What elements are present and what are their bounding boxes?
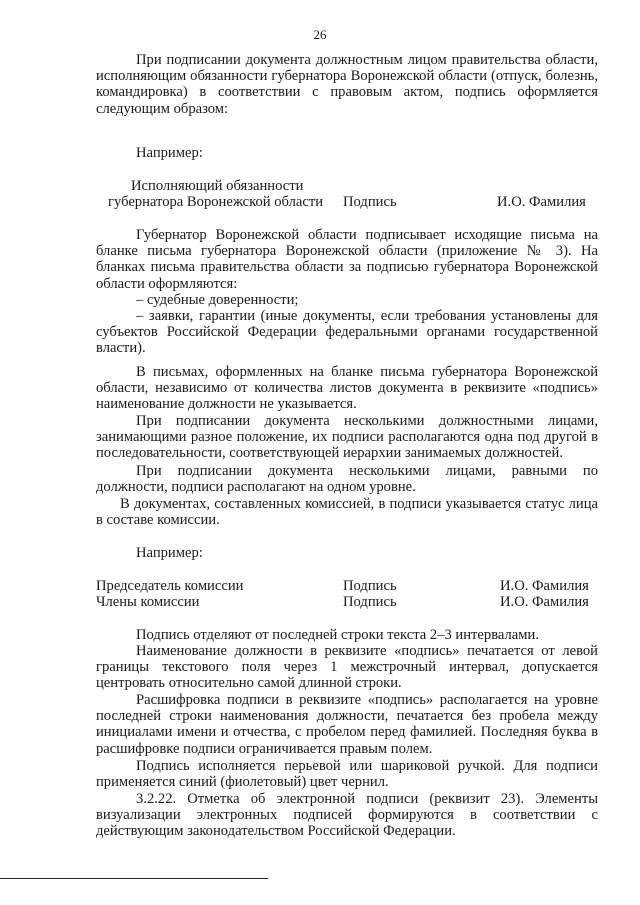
list-item-2: – заявки, гарантии (иные документы, если требования установлены для субъектов Российской Федерации федеральными органами государственной власти). — [96, 308, 598, 357]
example2-row2-position: Члены комиссии — [96, 594, 200, 610]
paragraph-signature-spacing: Подпись отделяют от последней строки текста 2–3 интервалами. — [136, 627, 539, 643]
example2-row1-signature: Подпись — [343, 578, 397, 594]
example1-name: И.О. Фамилия — [497, 194, 586, 210]
paragraph-signature-transcript: Расшифровка подписи в реквизите «подпись» располагается на уровне последней строки наименования должности, печатается без пробела между инициалами имени и отчества, с пробелом перед фамилией. Последняя буква в расшифровке подписи ограничивается правым полем. — [96, 692, 598, 757]
example2-row2-signature: Подпись — [343, 594, 397, 610]
example2-row1-position: Председатель комиссии — [96, 578, 244, 594]
paragraph-commission: В документах, составленных комиссией, в подписи указывается статус лица в составе комиссии. — [96, 496, 598, 529]
paragraph-letters-position: В письмах, оформленных на бланке письма губернатора Воронежской области, независимо от количества листов документа в реквизите «подпись» наименование должности не указывается. — [96, 364, 598, 413]
example-label-2: Например: — [136, 545, 203, 561]
example1-position-line1: Исполняющий обязанности — [131, 178, 304, 194]
list-item-1: – судебные доверенности; — [136, 292, 299, 308]
example1-position-line2: губернатора Воронежской области — [108, 194, 324, 210]
paragraph-acting-governor: При подписании документа должностным лицом правительства области, исполняющим обязанности губернатора Воронежской области (отпуск, болезнь, командировка) в соответствии с правовым актом, подпись оформляется следующим образом: — [96, 52, 598, 117]
paragraph-position-printing: Наименование должности в реквизите «подпись» печатается от левой границы текстового поля через 1 межстрочный интервал, допускается центровать относительно самой длинной строки. — [96, 643, 598, 692]
paragraph-equal-position: При подписании документа несколькими лицами, равными по должности, подписи располагают на одном уровне. — [96, 463, 598, 496]
paragraph-hierarchy: При подписании документа несколькими должностными лицами, занимающими разное положение, их подписи располагаются одна под другой в последовательности, соответствующей иерархии занимаемых должностей. — [96, 413, 598, 462]
paragraph-governor-letters: Губернатор Воронежской области подписывает исходящие письма на бланке письма губернатора Воронежской области (приложение № 3). На бланках письма правительства области за подписью губернатора Воронежской области оформляются: — [96, 227, 598, 292]
paragraph-electronic-signature: 3.2.22. Отметка об электронной подписи (реквизит 23). Элементы визуализации электронных подписей формируются в соответствии с действующим законодательством Российской Федерации. — [96, 791, 598, 840]
example2-row2-name: И.О. Фамилия — [500, 594, 589, 610]
footer-rule — [0, 878, 268, 879]
example1-signature: Подпись — [343, 194, 397, 210]
page-number: 26 — [313, 27, 327, 42]
example-label-1: Например: — [136, 145, 203, 161]
paragraph-ink: Подпись исполняется перьевой или шариковой ручкой. Для подписи применяется синий (фиолетовый) цвет чернил. — [96, 758, 598, 791]
example2-row1-name: И.О. Фамилия — [500, 578, 589, 594]
